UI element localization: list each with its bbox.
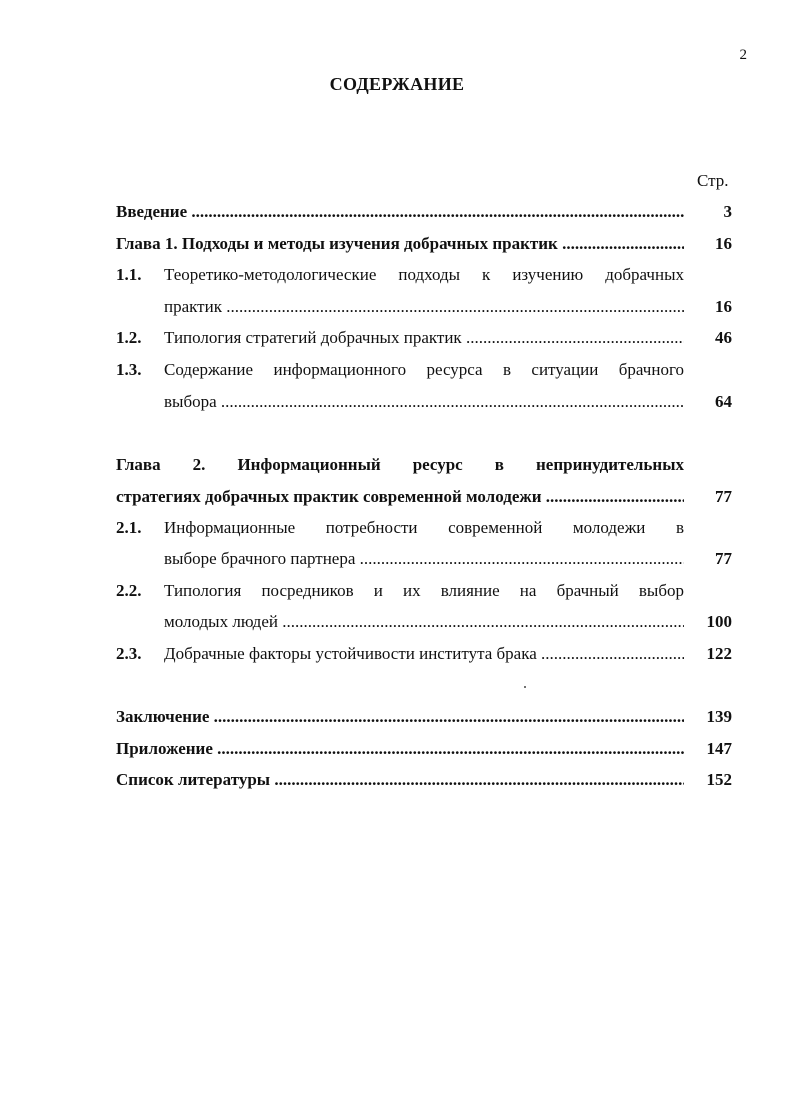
toc-entry-label: Заключение	[116, 707, 210, 726]
toc-entry-chapter-2[interactable]	[116, 453, 732, 477]
toc-entry-section-2-2[interactable]	[116, 579, 732, 603]
toc-entry-section-1-2[interactable]	[116, 326, 732, 350]
toc-entry-label: Введение	[116, 202, 188, 221]
toc-entry-label-line2: выборе брачного партнера	[164, 549, 356, 568]
toc-entry-label: Типология стратегий добрачных практик	[164, 328, 462, 347]
toc-entry-label-line1: Информационные потребности современной молодежи в	[164, 518, 684, 537]
toc-entry-section-1-1-cont[interactable]	[116, 295, 732, 319]
toc-entry-label: Добрачные факторы устойчивости института брака	[164, 644, 537, 663]
toc-entry-number: 2.3.	[116, 644, 142, 663]
toc-entry-page: 16	[715, 234, 732, 253]
page-number: 2	[739, 47, 747, 63]
toc-entry-section-2-1[interactable]	[116, 516, 732, 540]
toc-entry-chapter-1[interactable]	[116, 232, 732, 256]
toc-entry-label: Список литературы	[116, 770, 271, 789]
toc-entry-number: 1.2.	[116, 328, 142, 347]
toc-entry-chapter-2-cont[interactable]	[116, 485, 732, 509]
toc-entry-label-line1: Глава 2. Информационный ресурс в непринудительных	[116, 455, 684, 474]
toc-entry-page: 16	[715, 297, 732, 316]
toc-entry-section-1-3[interactable]	[116, 358, 732, 382]
toc-entry-conclusion[interactable]	[116, 705, 732, 729]
toc-entry-label: Глава 1. Подходы и методы изучения добрачных практик	[116, 234, 558, 253]
toc-entry-label-line2: молодых людей	[164, 612, 278, 631]
toc-entry-references[interactable]	[116, 768, 732, 792]
toc-entry-label: Приложение	[116, 739, 213, 758]
toc-entry-section-2-2-cont[interactable]	[116, 610, 732, 634]
toc-entry-number: 2.1.	[116, 518, 142, 537]
toc-entry-label-line1: Типология посредников и их влияние на брачный выбор	[164, 581, 684, 600]
scan-speck	[524, 686, 526, 688]
toc-entry-section-2-3[interactable]	[116, 642, 732, 666]
toc-entry-page: 64	[715, 392, 732, 411]
toc-entry-section-1-1[interactable]	[116, 263, 732, 287]
toc-entry-label-line1: Содержание информационного ресурса в ситуации брачного	[164, 360, 684, 379]
toc-entry-appendix[interactable]	[116, 737, 732, 761]
toc-entry-page: 100	[706, 612, 732, 631]
toc-entry-label-line2: практик	[164, 297, 222, 316]
toc-entry-page: 147	[706, 739, 732, 758]
toc-entry-section-2-1-cont[interactable]	[116, 547, 732, 571]
toc-entry-page: 77	[715, 549, 732, 568]
toc-entry-intro[interactable]	[116, 200, 732, 224]
toc-entry-page: 122	[706, 644, 732, 663]
toc-entry-page: 3	[723, 202, 732, 221]
toc-entry-page: 139	[706, 707, 732, 726]
page-column-label: Стр.	[697, 171, 729, 190]
page-title: СОДЕРЖАНИЕ	[329, 74, 465, 94]
toc-entry-label-line2: выбора	[164, 392, 217, 411]
toc-entry-label-line2: стратегиях добрачных практик современной молодежи	[116, 487, 542, 506]
toc-entry-label-line1: Теоретико-методологические подходы к изучению добрачных	[164, 265, 684, 284]
toc-entry-page: 77	[715, 487, 732, 506]
toc-entry-number: 1.3.	[116, 360, 142, 379]
toc-entry-number: 1.1.	[116, 265, 142, 284]
toc-entry-section-1-3-cont[interactable]	[116, 390, 732, 414]
toc-entry-number: 2.2.	[116, 581, 142, 600]
toc-entry-page: 46	[715, 328, 732, 347]
toc-entry-page: 152	[706, 770, 732, 789]
